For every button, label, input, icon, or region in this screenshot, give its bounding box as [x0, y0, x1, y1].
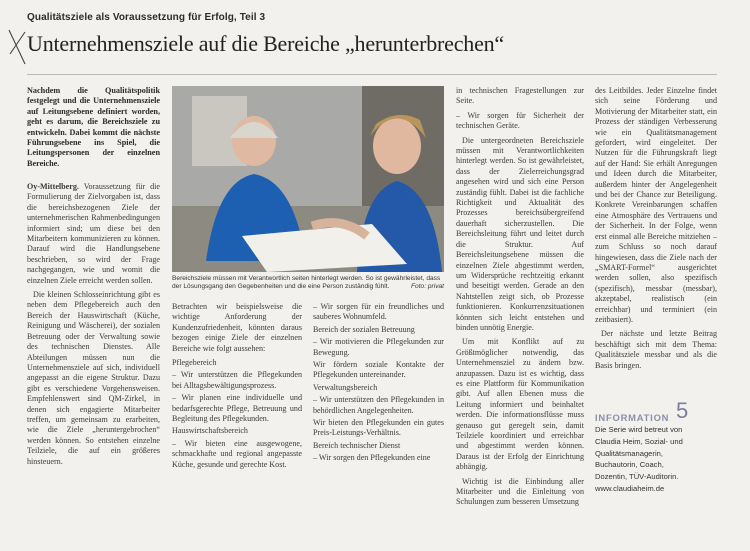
list-item: – Wir bieten eine ausgewogene, schmackhafte und regional angepasste Küche, gesunde und gerechte Kost. — [172, 438, 302, 469]
list-item: Pflegebereich — [172, 358, 217, 368]
info-line: Dozentin, TÜV-Auditorin. — [595, 472, 679, 482]
column-4-paragraph: Die untergeordneten Bereichsziele müssen mit Verantwortlichkeiten hinterlegt werden. So ist gewährleistet, dass der Zielerreichungsgrad angesehen wird und sich eine Person zuständig fühlt. Dabei ist die fachliche Richtigkeit und Aktualität des Prozesses bereichsübergreifend dauerhaft sicherzustellen. Die Bereichsleitung führt und leitet durch die Struktur. Auf Bereichsleitungsebene müssen die einzelnen Ziele abgestimmt werden, um Widersprüche rechtzeitig erkannt und beseitigt werden. Gerade an den Nahtstellen zeigt sich, ob Prozesse funktionieren. Konkurrenzsituationen könnten sich leicht entstehen und binden unnötig Energie. — [456, 135, 584, 332]
column-4-paragraph: Wichtig ist die Einbindung aller Mitarbeiter und die Einleitung von Schulungen zum besseren Umsetzung — [456, 476, 584, 507]
column-4-paragraph: Um mit Konflikt auf zu Größtmöglicher notwendig, das Unternehmensziel zu ändern bzw. anzupassen. Dazu ist es wichtig, dass es eine Plattform für Kommunikation gibt. Auf allen Ebenen muss die Leitung informiert und beinhaltet werden. Die informationsflüsse muss genauso gut geregelt sein, damit Teilziele koordiniert und erreichbar und abgestimmt werden können. Daraus ist der Erfolg der Einrichtung abhängig. — [456, 337, 584, 472]
column-4-paragraph: in technischen Fragestellungen zur Seite. — [456, 86, 584, 106]
list-item: – Wir unterstützen die Pflegekunden bei Alltagsbewältigungsprozess. — [172, 370, 302, 390]
article-photo — [172, 86, 444, 272]
header-divider — [27, 74, 717, 75]
list-item: – Wir unterstützen den Pflegekunden in behördlichen Angelegenheiten. — [313, 395, 444, 415]
column-1-paragraph: Die kleinen Schlosseinrichtung gibt es neben dem Pflegebereich auch den Bereich der Hauswirtschaft (Küche, Reinigung und Wäscherei), der sozialen Betreuung oder der Verwaltung sowie des technischen Dienstes. Alle Abteilungen müssen nun die Unternehmensziele auf sich, individuell angepasst an die eigene Struktur. Dazu gibt es verschiedene Vorgehensweisen. Empfehlenswert sind QM-Zirkel, in denen sich engagierte Mitarbeiter treffen, um gemeinsam zu erarbeiten, wie die Ziele „heruntergebrochen“ werden können. So entstehen einzelne Teilziele, die auf ein größeres hinsteuern. — [27, 290, 160, 466]
caption-text: Bereichsziele müssen mit Verantwortlich seiten hinterlegt werden. So ist gewährleistet, dass der Lösungsgang den Gegebenheiten und die eine Person zuständig fühlt. — [172, 275, 441, 291]
list-item: – Wir motivieren die Pflegekunden zur Bewegung. — [313, 337, 444, 357]
column-2-list — [172, 358, 302, 470]
list-item: – Wir planen eine individuelle und bedarfsgerechte Pflege, Betreuung und Begleitung des Pflegekunden. — [172, 393, 302, 424]
column-5-paragraph: des Leitbildes. Jeder Einzelne findet sich seine Förderung und Motivierung der Mitarbeiter statt, ein Prozess der ständigen Verbesserung wie ein Qualitätsmanagement gefordert, wird eingeleitet. Der Nutzen für die Führungskraft liegt auf der Hand: Sie erhält Anregungen und Ideen durch die Mitarbeiter, außerdem hinter der Angelegenheit und bei der Chance zur Beteiligung. Konkrete Vereinbarungen schaffen eine Atmosphäre des Vertrauens und der Sicherheit. In der Folge, wenn erst einmal alle Bereiche mitziehen – zum Schluss so noch darauf hingewiesen, dass die Ziele nach der „SMART-Formel“ ausgerichtet werden sollen, also spezifisch (spezifisch), messbar (messbar), akzeptabel, realistisch (ein erreichbar) und terminiert (ein zeitbasiert). — [595, 86, 717, 324]
list-item: Verwaltungsbereich — [313, 382, 378, 392]
article-intro: Nachdem die Qualitätspolitik festgelegt und die Unternehmensziele auf Leitungsebene definiert worden, geht es darum, die Bereichsziele zu entwickeln. Dabei kommt die nächste Führungsebene ins Spiel, die Leitungspersonen der einzelnen Bereiche. — [27, 86, 160, 168]
info-line: Qualitätsmanagerin, — [595, 448, 663, 458]
column-4 — [456, 86, 584, 512]
column-4-paragraph: – Wir sorgen für Sicherheit der technischen Geräte. — [456, 110, 584, 131]
list-item: Wir bieten den Pflegekunden ein gutes Preis-Leistungs-Verhältnis. — [313, 418, 444, 438]
series-part-number: 5 — [676, 398, 689, 423]
dateline: Oy-Mittelberg. — [27, 182, 79, 191]
photo-credit: Foto: privat — [411, 283, 444, 291]
photo-illustration — [172, 86, 444, 272]
info-box-title: INFORMATION — [595, 412, 670, 423]
article-kicker: Qualitätsziele als Voraussetzung für Erfolg, Teil 3 — [27, 12, 266, 23]
column-3 — [313, 302, 444, 466]
column-1-text: Voraussetzung für die Formulierung der Zielvorgaben ist, dass die bereichsbezogenen Ziele der unternehmerischen Rahmenbedingungen informiert sind; um diese bei den Mitarbeitern kommunizieren zu können. Darauf wird die Handlungsebene beschrieben, so wird der Frage nachgegangen, wie und womit die einzelnen Ziele erreicht werden sollen. — [27, 182, 160, 285]
list-item: – Wir sorgen den Pflegekunden eine — [313, 453, 431, 463]
column-5 — [595, 86, 717, 396]
handwritten-mark-icon — [6, 24, 28, 68]
info-line: www.claudiaheim.de — [595, 483, 665, 493]
list-item: – Wir sorgen für ein freundliches und sauberes Wohnumfeld. — [313, 302, 444, 322]
info-line: Die Serie wird betreut von — [595, 425, 683, 434]
photo-caption — [172, 275, 444, 292]
list-item: Wir fördern soziale Kontakte der Pflegekunden untereinander. — [313, 360, 444, 380]
info-line: Buchautorin, Coach, — [595, 460, 664, 470]
info-box-text — [595, 424, 713, 495]
list-item: Hauswirtschaftsbereich — [172, 426, 248, 436]
article-headline: Unternehmensziele auf die Bereiche „herunterbrechen“ — [27, 31, 504, 56]
list-item: Bereich technischer Dienst — [313, 440, 401, 450]
column-1 — [27, 182, 160, 471]
column-5-paragraph: Der nächste und letzte Beitrag beschäftigt sich mit dem Thema: Qualitätsziele messbar und als die Basis bringen. — [595, 329, 717, 370]
column-2 — [172, 302, 302, 472]
info-line: Claudia Heim, Sozial- und — [595, 436, 683, 446]
list-item: Bereich der sozialen Betreuung — [313, 324, 415, 334]
column-3-list — [313, 302, 444, 464]
column-1-paragraph — [27, 182, 160, 286]
column-2-lead: Betrachten wir beispielsweise die wichtige Anforderung der Kundenzufriedenheit, könnten daraus bezogen einige Ziele der einzelnen Bereiche wie folgt aussehen: — [172, 302, 302, 353]
